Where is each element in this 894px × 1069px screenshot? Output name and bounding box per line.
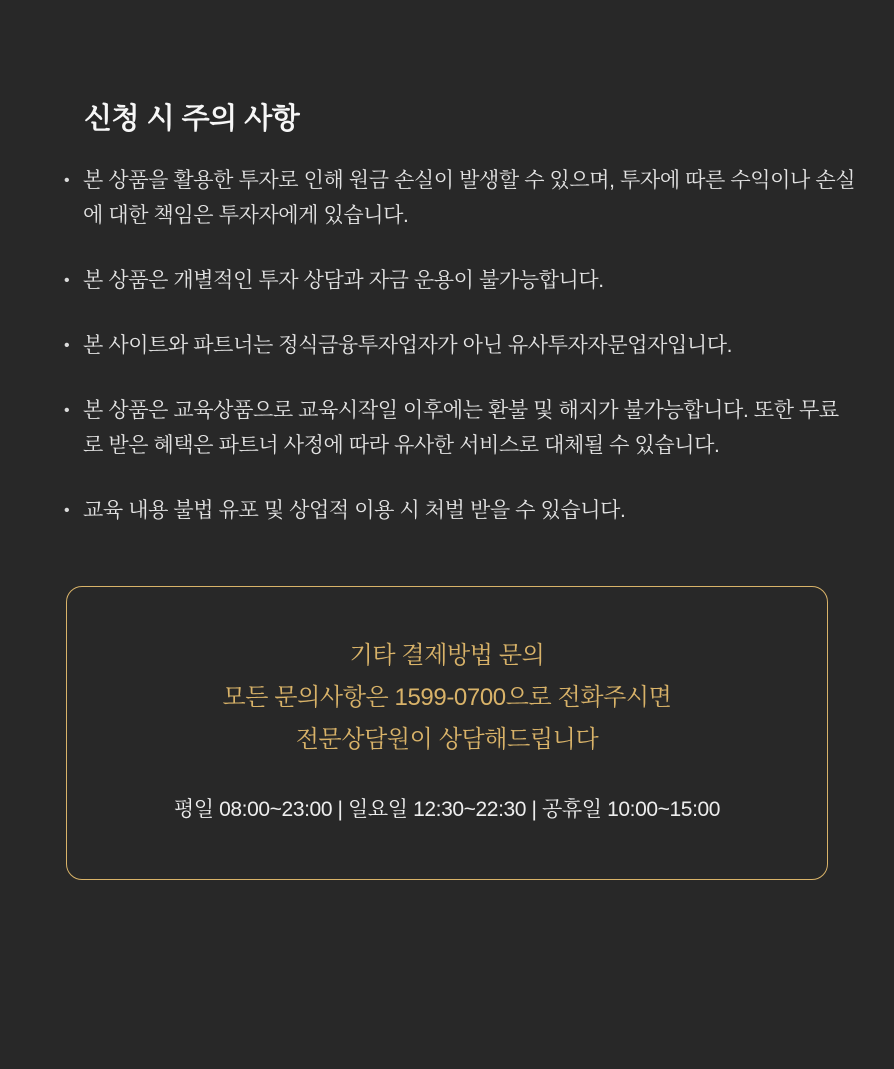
list-item: • 본 상품을 활용한 투자로 인해 원금 손실이 발생할 수 있으며, 투자에 따른 수익이나 손실에 대한 책임은 투자자에게 있습니다. <box>64 163 858 233</box>
contact-agent-line: 전문상담원이 상담해드립니다 <box>295 726 599 753</box>
contact-box-heading: 기타 결제방법 문의 <box>349 642 545 669</box>
list-item: • 교육 내용 불법 유포 및 상업적 이용 시 처벌 받을 수 있습니다. <box>64 493 858 528</box>
list-item: • 본 상품은 개별적인 투자 상담과 자금 운용이 불가능합니다. <box>64 263 858 298</box>
notice-list <box>0 163 894 528</box>
business-hours: 평일 08:00~23:00 | 일요일 12:30~22:30 | 공휴일 10:00~15:00 <box>173 798 721 821</box>
contact-phone-line: 모든 문의사항은 1599-0700으로 전화주시면 <box>222 684 672 711</box>
page-title: 신청 시 주의 사항 <box>84 103 300 135</box>
list-item: • 본 사이트와 파트너는 정식금융투자업자가 아닌 유사투자자문업자입니다. <box>64 328 858 363</box>
contact-box <box>66 586 828 880</box>
list-item: • 본 상품은 교육상품으로 교육시작일 이후에는 환불 및 해지가 불가능합니다. 또한 무료로 받은 혜택은 파트너 사정에 따라 유사한 서비스로 대체될 수 있습니다. <box>64 393 858 463</box>
